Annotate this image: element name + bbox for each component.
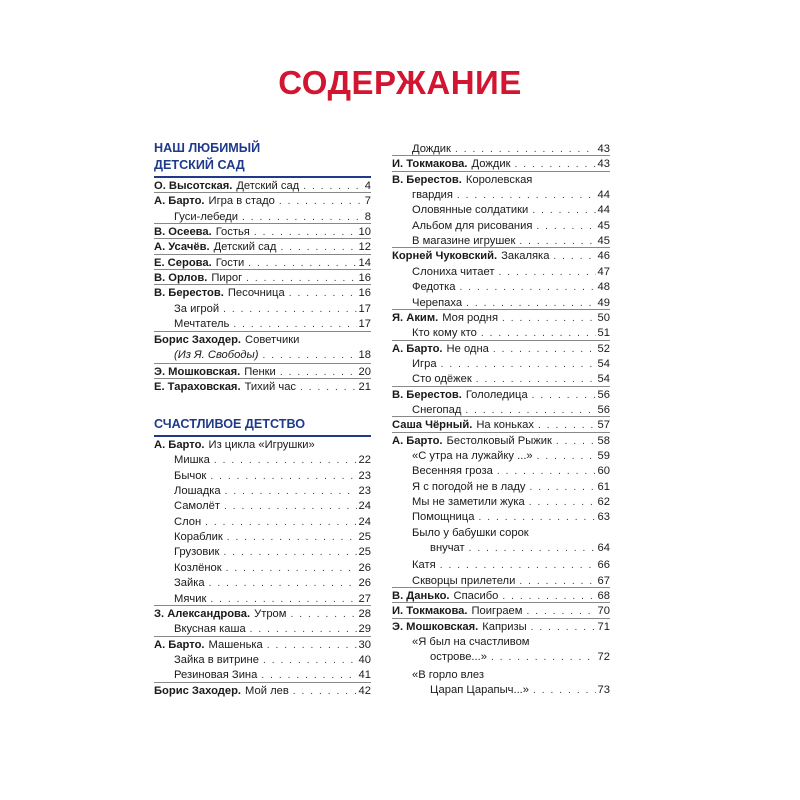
toc-page-number: 20: [358, 365, 371, 378]
toc-page-number: 43: [597, 158, 610, 171]
toc-title: Царап Царапыч...»: [430, 683, 530, 696]
toc-title: Гостья: [215, 226, 250, 239]
dot-leader: [293, 684, 357, 700]
toc-author: Борис Заходер.: [154, 333, 242, 346]
toc-title: Вкусная каша: [174, 623, 246, 636]
toc-title: Лошадка: [174, 485, 221, 498]
toc-entry: [154, 332, 371, 348]
toc-title: Козлёнок: [174, 561, 222, 574]
toc-entry: [412, 356, 610, 372]
toc-entry: [412, 448, 610, 464]
toc-title: Альбом для рисования: [412, 219, 533, 232]
toc-title: Не одна: [446, 342, 489, 355]
toc-page-number: 51: [597, 327, 610, 340]
toc-page-number: 47: [597, 265, 610, 278]
toc-title: Зайка в витрине: [174, 653, 259, 666]
toc-title: Зайка: [174, 577, 205, 590]
toc-title: Пирог: [211, 272, 243, 285]
toc-entry: [174, 483, 371, 499]
toc-title: Закаляка: [501, 250, 550, 263]
toc-page-number: 64: [597, 542, 610, 555]
toc-page-number: 44: [597, 204, 610, 217]
toc-page-number: 26: [358, 561, 371, 574]
toc-title: Песочница: [227, 287, 285, 300]
toc-entry: [392, 248, 610, 264]
dot-leader: [491, 650, 596, 666]
toc-author: Саша Чёрный.: [392, 419, 473, 432]
toc-page-number: 14: [358, 256, 371, 269]
toc-title: В магазине игрушек: [412, 235, 516, 248]
toc-page-number: 23: [358, 469, 371, 482]
toc-entry: [174, 452, 371, 468]
toc-page-number: 72: [597, 651, 610, 664]
toc-page-number: 24: [358, 515, 371, 528]
toc-page-number: 12: [358, 241, 371, 254]
toc-page-number: 56: [597, 403, 610, 416]
toc-title: Игра: [412, 357, 437, 370]
toc-page-number: 4: [364, 180, 371, 192]
toc-page-number: 56: [597, 388, 610, 401]
toc-entry: [412, 218, 610, 234]
dot-leader: [469, 541, 596, 557]
toc-entry: [430, 540, 610, 556]
toc-page-number: 17: [358, 302, 371, 315]
toc-author: А. Барто.: [392, 342, 443, 355]
toc-entry: [154, 285, 371, 301]
toc-entry: [412, 525, 610, 541]
toc-entry: [392, 341, 610, 357]
toc-page-number: 62: [597, 496, 610, 509]
toc-entry: [174, 347, 371, 363]
toc-page-number: 70: [597, 605, 610, 618]
toc-title: Королевская: [465, 173, 533, 186]
toc-entry: [412, 494, 610, 510]
toc-page-number: 18: [358, 348, 371, 361]
toc-page-number: 50: [597, 311, 610, 324]
toc-page-number: 16: [358, 272, 371, 285]
toc-title: На коньках: [476, 419, 534, 432]
toc-title: Слониха читает: [412, 265, 495, 278]
toc-title: Кто кому кто: [412, 327, 477, 340]
toc-entry: [412, 187, 610, 203]
toc-entry: [154, 437, 371, 453]
toc-author: А. Барто.: [392, 434, 443, 447]
dot-leader: [262, 348, 356, 364]
toc-author: Борис Заходер.: [154, 684, 242, 697]
toc-entry: [174, 560, 371, 576]
toc-title: Слон: [174, 515, 202, 528]
toc-page-number: 58: [597, 434, 610, 447]
toc-author: Е. Тараховская.: [154, 381, 241, 394]
toc-page-number: 22: [358, 454, 371, 467]
toc-entry: [412, 202, 610, 218]
toc-entry: [392, 433, 610, 449]
toc-author: А. Барто.: [154, 439, 205, 451]
toc-title: Черепаха: [412, 296, 463, 309]
toc-title: Снегопад: [412, 403, 462, 416]
toc-page-number: 49: [597, 296, 610, 309]
toc-page-number: 41: [358, 669, 371, 682]
toc-author: А. Барто.: [154, 195, 205, 208]
toc-entry: [174, 575, 371, 591]
toc-entry: [412, 264, 610, 280]
toc-title: Бестолковый Рыжик: [446, 434, 552, 447]
toc-author: А. Усачёв.: [154, 241, 210, 254]
toc-title: Весенняя гроза: [412, 465, 493, 478]
toc-title: Бычок: [174, 469, 207, 482]
toc-author: Э. Мошковская.: [154, 365, 241, 378]
toc-entry: [412, 557, 610, 573]
toc-title: «В горло влез: [412, 668, 484, 681]
toc-author: О. Высотская.: [154, 180, 233, 192]
toc-page-number: 44: [597, 189, 610, 202]
toc-page-number: 68: [597, 589, 610, 602]
toc-author: В. Берестов.: [392, 388, 462, 401]
toc-author: В. Берестов.: [154, 287, 224, 300]
toc-entry: [174, 468, 371, 484]
toc-title: Дождик: [412, 143, 451, 155]
toc-page-number: 25: [358, 546, 371, 559]
toc-entry: [174, 301, 371, 317]
toc-page-number: 61: [597, 480, 610, 493]
toc-title: Поиграем: [471, 605, 523, 618]
toc-title: Моя родня: [442, 311, 498, 324]
toc-page-number: 21: [358, 381, 371, 394]
toc-title: Игра в стадо: [208, 195, 275, 208]
toc-title: Я с погодой не в ладу: [412, 480, 526, 493]
toc-page-number: 17: [358, 318, 371, 331]
toc-entry: [154, 379, 371, 395]
toc-title: Было у бабушки сорок: [412, 526, 529, 539]
toc-page-number: 16: [358, 287, 371, 300]
toc-page-number: 45: [597, 235, 610, 248]
toc-title: Гости: [215, 256, 245, 269]
toc-page-number: 40: [358, 653, 371, 666]
toc-title: Капризы: [482, 620, 527, 633]
toc-author: Е. Серова.: [154, 256, 212, 269]
toc-entry: [174, 514, 371, 530]
toc-entry: [392, 619, 610, 635]
toc-page-number: 52: [597, 342, 610, 355]
toc-page-number: 57: [597, 419, 610, 432]
toc-page-number: 28: [358, 607, 371, 620]
toc-title: Гололедица: [465, 388, 528, 401]
toc-author: Я. Аким.: [392, 311, 439, 324]
toc-entry: [412, 463, 610, 479]
toc-author: В. Берестов.: [392, 173, 462, 186]
toc-page-number: 8: [364, 210, 371, 223]
section-heading: ДЕТСКИЙ САД: [154, 158, 245, 172]
toc-page-number: 7: [364, 195, 371, 208]
toc-title: Федотка: [412, 281, 456, 294]
dot-leader: [533, 683, 596, 699]
toc-title: Оловянные солдатики: [412, 204, 529, 217]
toc-title: Грузовик: [174, 546, 220, 559]
toc-author: В. Осеева.: [154, 226, 212, 239]
toc-title: Гуси-лебеди: [174, 210, 239, 223]
section-heading: НАШ ЛЮБИМЫЙ: [154, 141, 261, 155]
section-heading: СЧАСТЛИВОЕ ДЕТСТВО: [154, 417, 306, 431]
toc-page-number: 29: [358, 623, 371, 636]
toc-title: Мой лев: [245, 684, 289, 697]
toc-page-number: 67: [597, 574, 610, 587]
toc-page-number: 48: [597, 281, 610, 294]
toc-author: Э. Мошковская.: [392, 620, 479, 633]
toc-page-number: 73: [597, 683, 610, 696]
toc-title: Машенька: [208, 638, 263, 651]
toc-title: Тихий час: [244, 381, 297, 394]
toc-entry: [154, 683, 371, 699]
toc-title: гвардия: [412, 189, 453, 202]
toc-entry: [174, 652, 371, 668]
toc-title: (Из Я. Свободы): [174, 348, 259, 361]
toc-entry: [174, 529, 371, 545]
toc-entry: [392, 172, 610, 188]
toc-title: Резиновая Зина: [174, 669, 258, 682]
toc-page-number: 27: [358, 592, 371, 605]
toc-title: За игрой: [174, 302, 220, 315]
toc-title: острове...»: [430, 651, 487, 664]
toc-title: Спасибо: [453, 589, 499, 602]
toc-entry: [154, 606, 371, 622]
toc-title: Скворцы прилетели: [412, 574, 516, 587]
toc-page-number: 10: [358, 226, 371, 239]
toc-page-number: 25: [358, 531, 371, 544]
toc-page-number: 54: [597, 357, 610, 370]
toc-title: Самолёт: [174, 500, 220, 513]
toc-entry: [392, 387, 610, 403]
toc-author: В. Орлов.: [154, 272, 208, 285]
toc-author: И. Токмакова.: [392, 158, 468, 171]
toc-title: Детский сад: [236, 180, 300, 192]
toc-entry: [154, 193, 371, 209]
toc-page-number: 43: [597, 143, 610, 155]
toc-author: Корней Чуковский.: [392, 250, 498, 263]
toc-page-number: 63: [597, 511, 610, 524]
toc-title: Мишка: [174, 454, 210, 467]
toc-page-number: 45: [597, 219, 610, 232]
toc-author: З. Александрова.: [154, 607, 251, 620]
toc-title: Катя: [412, 559, 436, 572]
toc-title: Советчики: [245, 333, 300, 346]
toc-entry: [154, 637, 371, 653]
toc-entry: [412, 667, 610, 683]
toc-title: Пенки: [244, 365, 276, 378]
toc-page-number: 24: [358, 500, 371, 513]
toc-page-number: 46: [597, 250, 610, 263]
toc-page-number: 71: [597, 620, 610, 633]
toc-page-number: 26: [358, 577, 371, 590]
toc-title: внучат: [430, 542, 465, 555]
toc-entry: [430, 649, 610, 665]
toc-author: И. Токмакова.: [392, 605, 468, 618]
toc-entry: [412, 479, 610, 495]
toc-title: «Я был на счастливом: [412, 636, 530, 648]
toc-title: Мечтатель: [174, 318, 230, 331]
toc-title: Утром: [254, 607, 287, 620]
toc-title: Кораблик: [174, 531, 223, 544]
toc-page-number: 59: [597, 450, 610, 462]
toc-author: А. Барто.: [154, 638, 205, 651]
toc-entry: [412, 634, 610, 650]
toc-page-number: 54: [597, 373, 610, 386]
toc-author: В. Данько.: [392, 589, 450, 602]
toc-title: Сто одёжек: [412, 373, 472, 386]
toc-title: Помощница: [412, 511, 475, 524]
toc-entry: [174, 498, 371, 514]
toc-title: Мячик: [174, 592, 207, 605]
toc-page-number: 60: [597, 465, 610, 478]
toc-entry: [412, 279, 610, 295]
toc-title: Из цикла «Игрушки»: [208, 439, 315, 451]
toc-title: Дождик: [471, 158, 511, 171]
toc-title: Мы не заметили жука: [412, 496, 525, 509]
toc-page-number: 66: [597, 559, 610, 572]
toc-title: «С утра на лужайку ...»: [412, 450, 533, 462]
page-title: СОДЕРЖАНИЕ: [278, 64, 522, 101]
toc-entry: [412, 509, 610, 525]
toc-entry: [174, 544, 371, 560]
dot-leader: [300, 380, 357, 396]
toc-page-number: 23: [358, 485, 371, 498]
toc-entry: [392, 310, 610, 326]
toc-page-number: 30: [358, 638, 371, 651]
toc-title: Детский сад: [213, 241, 277, 254]
toc-page-number: 42: [358, 684, 371, 697]
toc-entry: [430, 682, 610, 698]
